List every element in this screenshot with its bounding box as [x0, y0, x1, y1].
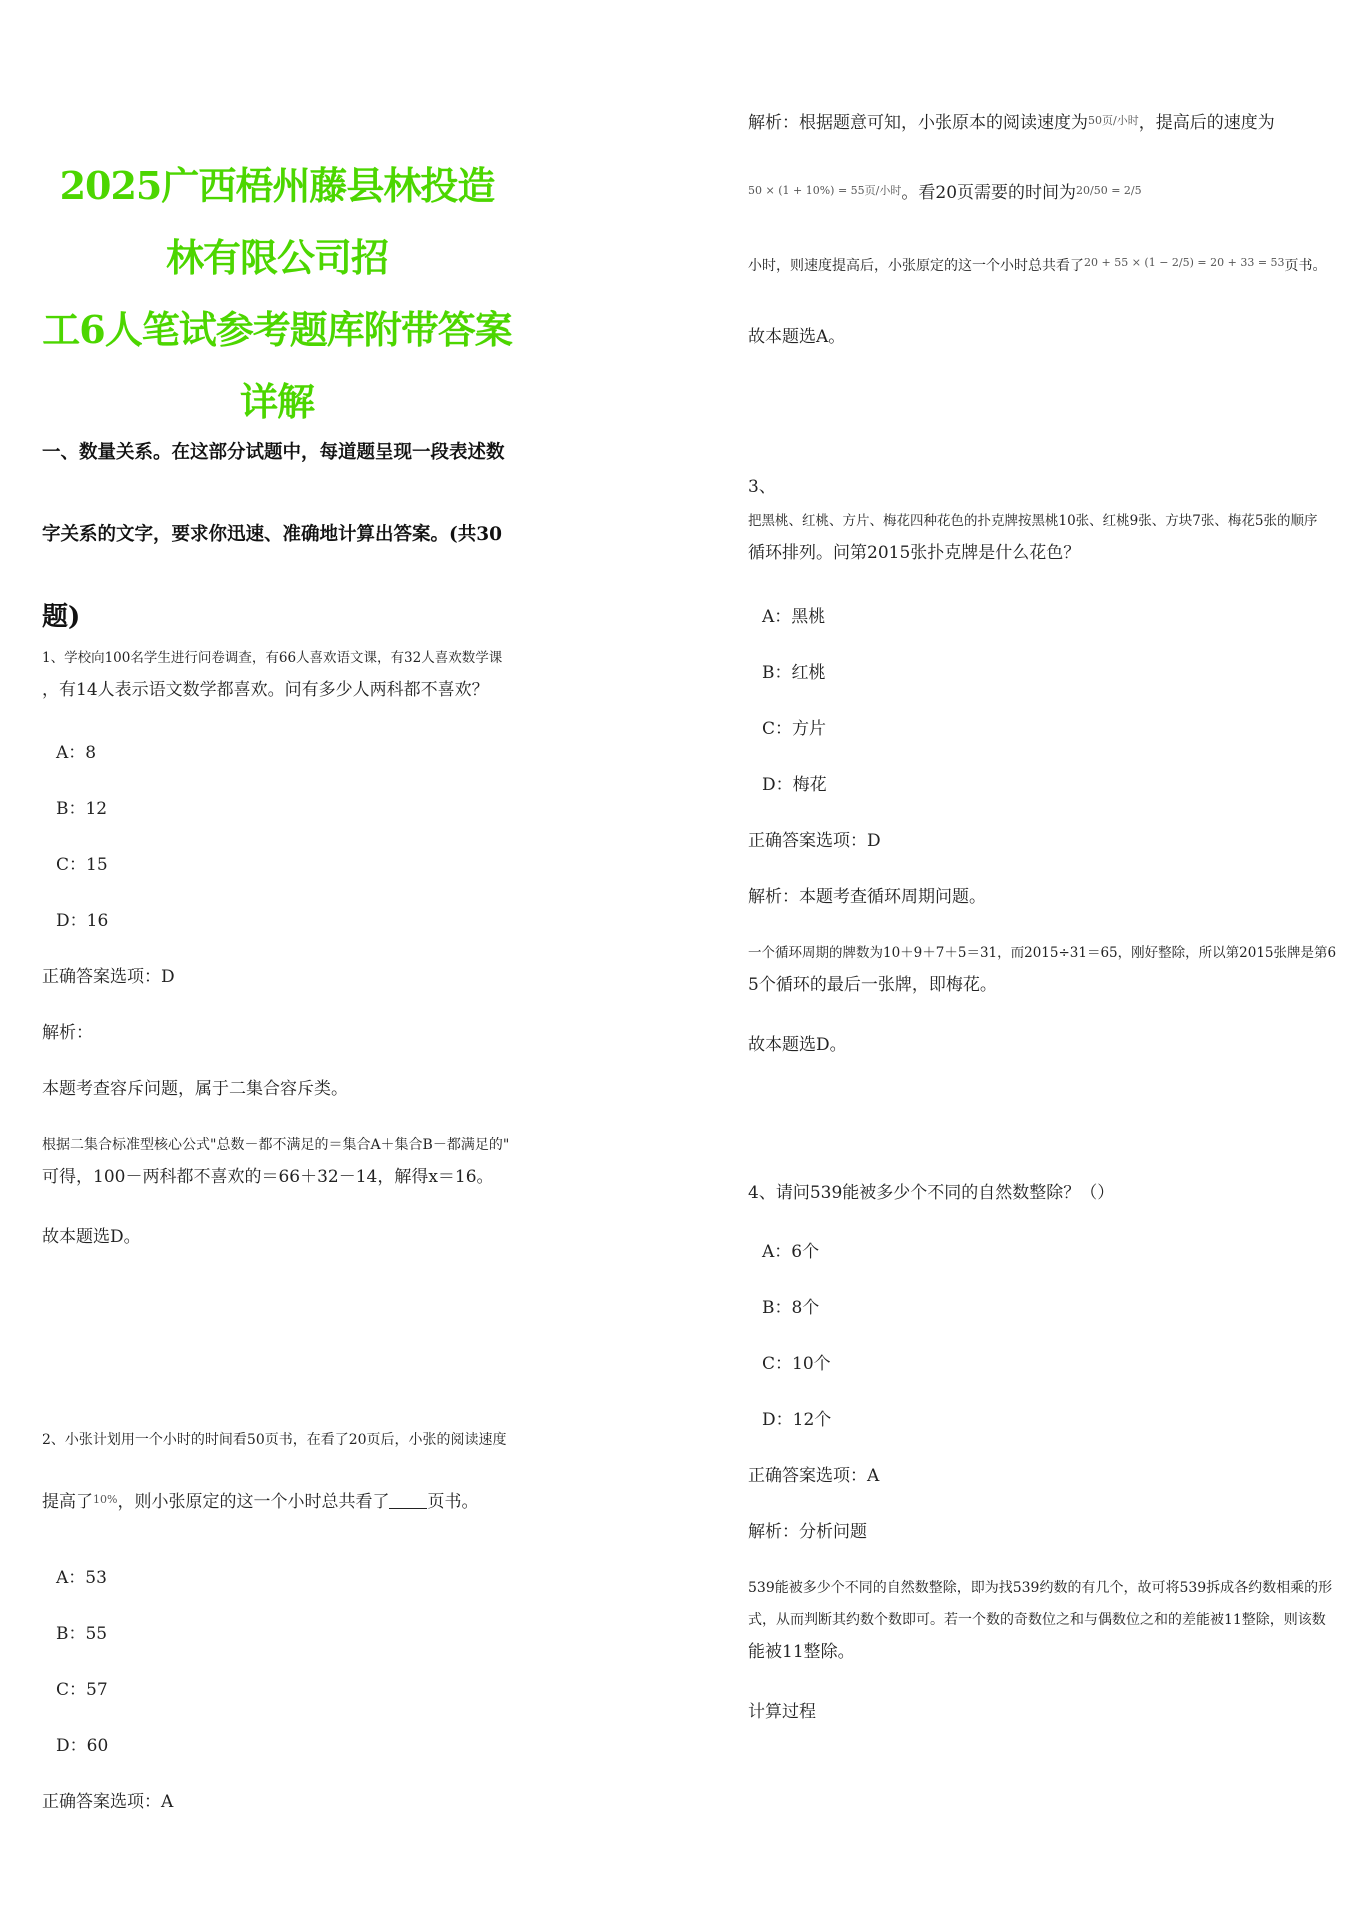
section-heading — [42, 412, 512, 658]
q1-stem-line-1: 1、学校向100名学生进行问卷调查，有66人喜欢语文课，有32人喜欢数学课 — [42, 650, 503, 666]
q1-answer: 正确答案选项：D — [42, 967, 175, 987]
q1-stem-line-2: ，有14人表示语文数学都喜欢。问有多少人两科都不喜欢？ — [42, 680, 489, 700]
q3-analysis-line-2: 一个循环周期的牌数为10＋9＋7＋5＝31，而2015÷31＝65，刚好整除，所以第2015张牌是第6 — [748, 945, 1337, 961]
q2-analysis-text-d: 小时，则速度提高后，小张原定的这一个小时总共看了 — [748, 258, 1084, 274]
q2-stem-text-c: 页书。 — [427, 1492, 479, 1512]
q4-stem: 4、请问539能被多少个不同的自然数整除？（） — [748, 1183, 1115, 1203]
q4-option-c: C：10个 — [762, 1354, 831, 1374]
q2-stem-text-b: ，则小张原定的这一个小时总共看了 — [117, 1492, 390, 1512]
q1-analysis-label: 解析： — [42, 1023, 93, 1043]
q1-analysis-line-1: 本题考查容斥问题，属于二集合容斥类。 — [42, 1079, 348, 1099]
q3-option-a: A：黑桃 — [762, 607, 826, 627]
q4-option-a: A：6个 — [762, 1242, 820, 1262]
q4-analysis-line-4: 能被11整除。 — [748, 1642, 855, 1662]
section-heading-line-1: 一、数量关系。在这部分试题中，每道题呈现一段表述数 — [42, 442, 505, 463]
q4-option-d: D：12个 — [762, 1410, 832, 1430]
q2-answer: 正确答案选项：A — [42, 1792, 174, 1812]
q2-percent-formula: 10% — [93, 1493, 118, 1506]
q2-time-formula: 20/50 = 2/5 — [1076, 184, 1142, 197]
q1-conclusion: 故本题选D。 — [42, 1227, 141, 1247]
q3-analysis-line-1: 解析：本题考查循环周期问题。 — [748, 887, 986, 907]
q3-option-c: C：方片 — [762, 719, 827, 739]
q3-analysis-line-3: 5个循环的最后一张牌，即梅花。 — [748, 975, 997, 995]
q4-analysis-line-5: 计算过程 — [748, 1702, 816, 1722]
q1-analysis-line-3: 可得，100－两科都不喜欢的＝66＋32－14，解得x＝16。 — [42, 1167, 494, 1187]
q2-answer-blank — [389, 1492, 427, 1509]
q4-option-b: B：8个 — [762, 1298, 820, 1318]
q3-option-d: D：梅花 — [762, 775, 827, 795]
q3-conclusion: 故本题选D。 — [748, 1035, 847, 1055]
q2-stem-line-2 — [42, 1485, 478, 1517]
q1-option-d: D：16 — [56, 911, 109, 931]
q1-option-a: A：8 — [56, 743, 97, 763]
q3-stem-line-2: 循环排列。问第2015张扑克牌是什么花色？ — [748, 543, 1081, 563]
q3-option-b: B：红桃 — [762, 663, 826, 683]
q1-analysis-line-2: 根据二集合标准型核心公式"总数－都不满足的＝集合A＋集合B－都满足的" — [42, 1137, 510, 1153]
q1-option-c: C：15 — [56, 855, 108, 875]
q2-analysis-line-1 — [748, 106, 1275, 138]
q2-option-a: A：53 — [56, 1568, 107, 1588]
q4-analysis-line-2: 539能被多少个不同的自然数整除，即为找539约数的有几个，故可将539拆成各约数相乘的形 — [748, 1580, 1333, 1596]
q3-number: 3、 — [748, 477, 776, 497]
q2-analysis-text-c: 。看20页需要的时间为 — [901, 183, 1077, 203]
q2-speed-formula: 50页/小时 — [1088, 114, 1139, 127]
title-line-2: 工6人笔试参考题库附带答案详解 — [42, 307, 512, 424]
q2-analysis-text-e: 页书。 — [1284, 258, 1327, 274]
q2-stem-text-a: 提高了 — [42, 1492, 93, 1512]
q2-analysis-text-b: ，提高后的速度为 — [1138, 113, 1275, 133]
q4-analysis-line-1: 解析：分析问题 — [748, 1522, 867, 1542]
section-heading-line-3: 题) — [42, 602, 81, 632]
q2-total-formula: 20 + 55 × (1 − 2/5) = 20 + 33 = 53 — [1084, 256, 1285, 269]
q2-option-b: B：55 — [56, 1624, 108, 1644]
q2-conclusion: 故本题选A。 — [748, 327, 846, 347]
q2-analysis-text-a: 解析：根据题意可知，小张原本的阅读速度为 — [748, 113, 1088, 133]
q2-analysis-line-3 — [748, 248, 1327, 281]
q2-stem-line-1: 2、小张计划用一个小时的时间看50页书，在看了20页后，小张的阅读速度 — [42, 1432, 507, 1448]
title-line-1: 2025广西梧州藤县林投造林有限公司招 — [59, 163, 495, 280]
q2-analysis-line-2 — [748, 176, 1142, 208]
document-title — [42, 150, 512, 438]
q2-option-c: C：57 — [56, 1680, 108, 1700]
q2-option-d: D：60 — [56, 1736, 109, 1756]
q2-new-speed-formula: 50 × (1 + 10%) = 55页/小时 — [748, 184, 902, 197]
q4-answer: 正确答案选项：A — [748, 1466, 880, 1486]
q1-option-b: B：12 — [56, 799, 108, 819]
q3-stem-line-1: 把黑桃、红桃、方片、梅花四种花色的扑克牌按黑桃10张、红桃9张、方块7张、梅花5张的顺序 — [748, 513, 1318, 529]
section-heading-line-2: 字关系的文字，要求你迅速、准确地计算出答案。(共30 — [42, 524, 502, 545]
q3-answer: 正确答案选项：D — [748, 831, 881, 851]
q4-analysis-line-3: 式，从而判断其约数个数即可。若一个数的奇数位之和与偶数位之和的差能被11整除，则该数 — [748, 1612, 1326, 1628]
